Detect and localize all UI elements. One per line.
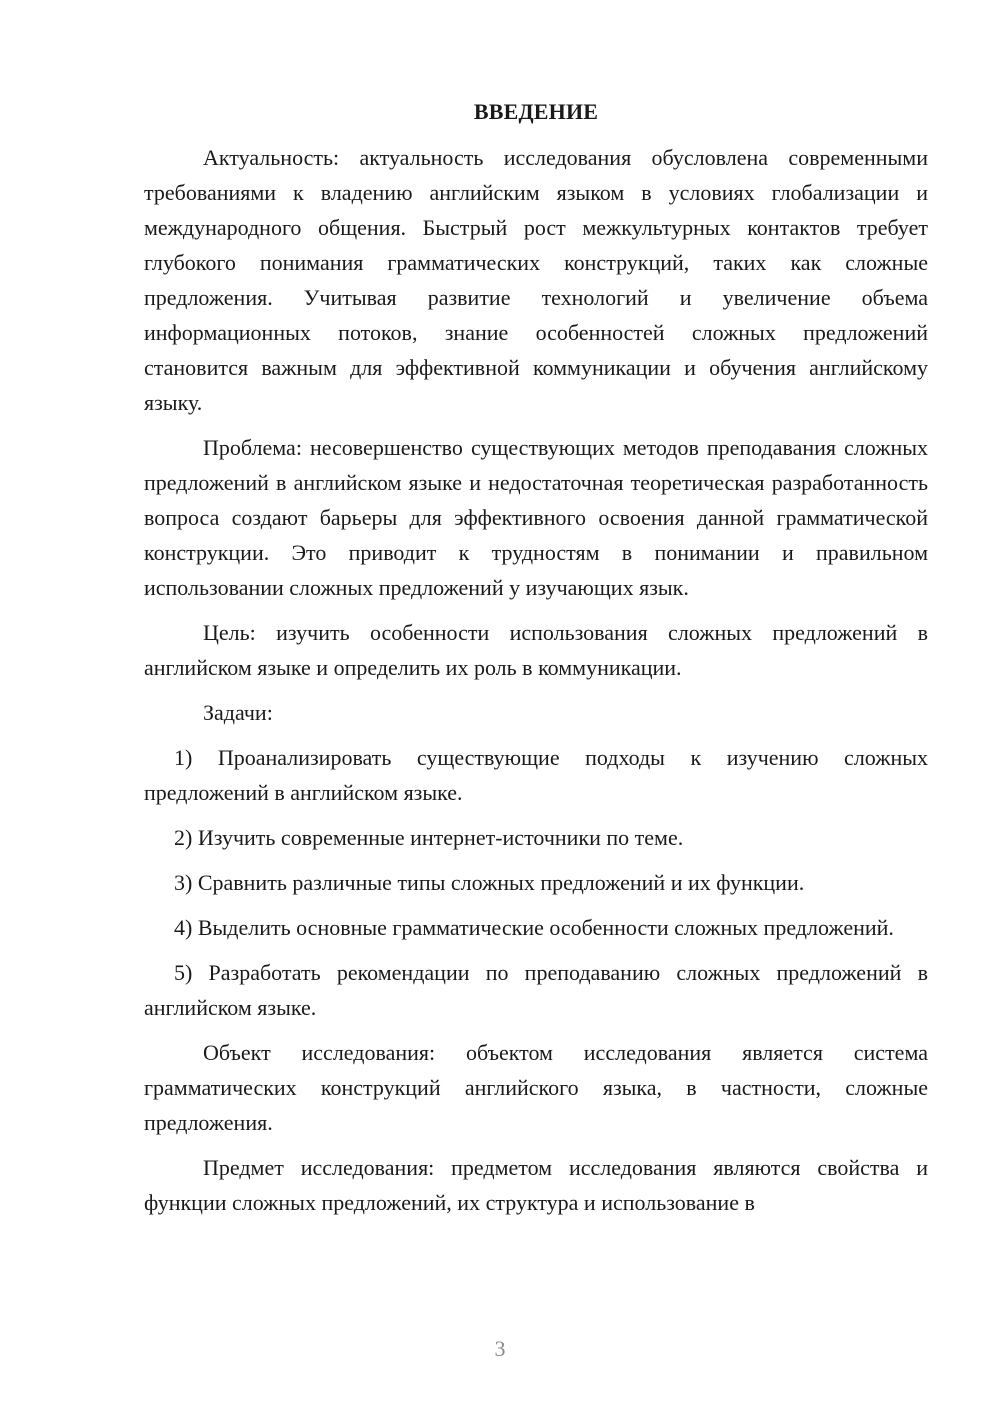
task-item-4: 4) Выделить основные грамматические особенности сложных предложений. (174, 915, 894, 940)
task-item-5: 5) Разработать рекомендации по преподаванию сложных предложений в английском языке. (144, 960, 928, 1020)
paragraph-problem: Проблема: несовершенство существующих методов преподавания сложных предложений в английском языке и недостаточная теоретическая разработанность вопроса создают барьеры для эффективного освоения данной грамматической конструкции. Это приводит к трудностям в понимании и правильном использовании сложных предложений у изучающих язык. (144, 435, 928, 600)
paragraph-relevance: Актуальность: актуальность исследования обусловлена современными требованиями к владению английским языком в условиях глобализации и международного общения. Быстрый рост межкультурных контактов требует глубокого понимания грамматических конструкций, таких как сложные предложения. Учитывая развитие технологий и увеличение объема информационных потоков, знание особенностей сложных предложений становится важным для эффективной коммуникации и обучения английскому языку. (144, 145, 928, 415)
paragraph-goal: Цель: изучить особенности использования сложных предложений в английском языке и определить их роль в коммуникации. (144, 620, 928, 680)
page-number: 3 (494, 1336, 506, 1361)
paragraph-object: Объект исследования: объектом исследования является система грамматических конструкций английского языка, в частности, сложные предложения. (144, 1040, 928, 1135)
section-title: ВВЕДЕНИЕ (473, 99, 599, 124)
task-item-1: 1) Проанализировать существующие подходы к изучению сложных предложений в английском языке. (144, 745, 928, 805)
paragraph-subject: Предмет исследования: предметом исследования являются свойства и функции сложных предложений, их структура и использование в (144, 1155, 928, 1215)
task-item-2: 2) Изучить современные интернет-источники по теме. (174, 825, 684, 850)
task-item-3: 3) Сравнить различные типы сложных предложений и их функции. (174, 870, 805, 895)
page-content (144, 97, 928, 1230)
paragraph-tasks-heading: Задачи: (203, 700, 273, 725)
